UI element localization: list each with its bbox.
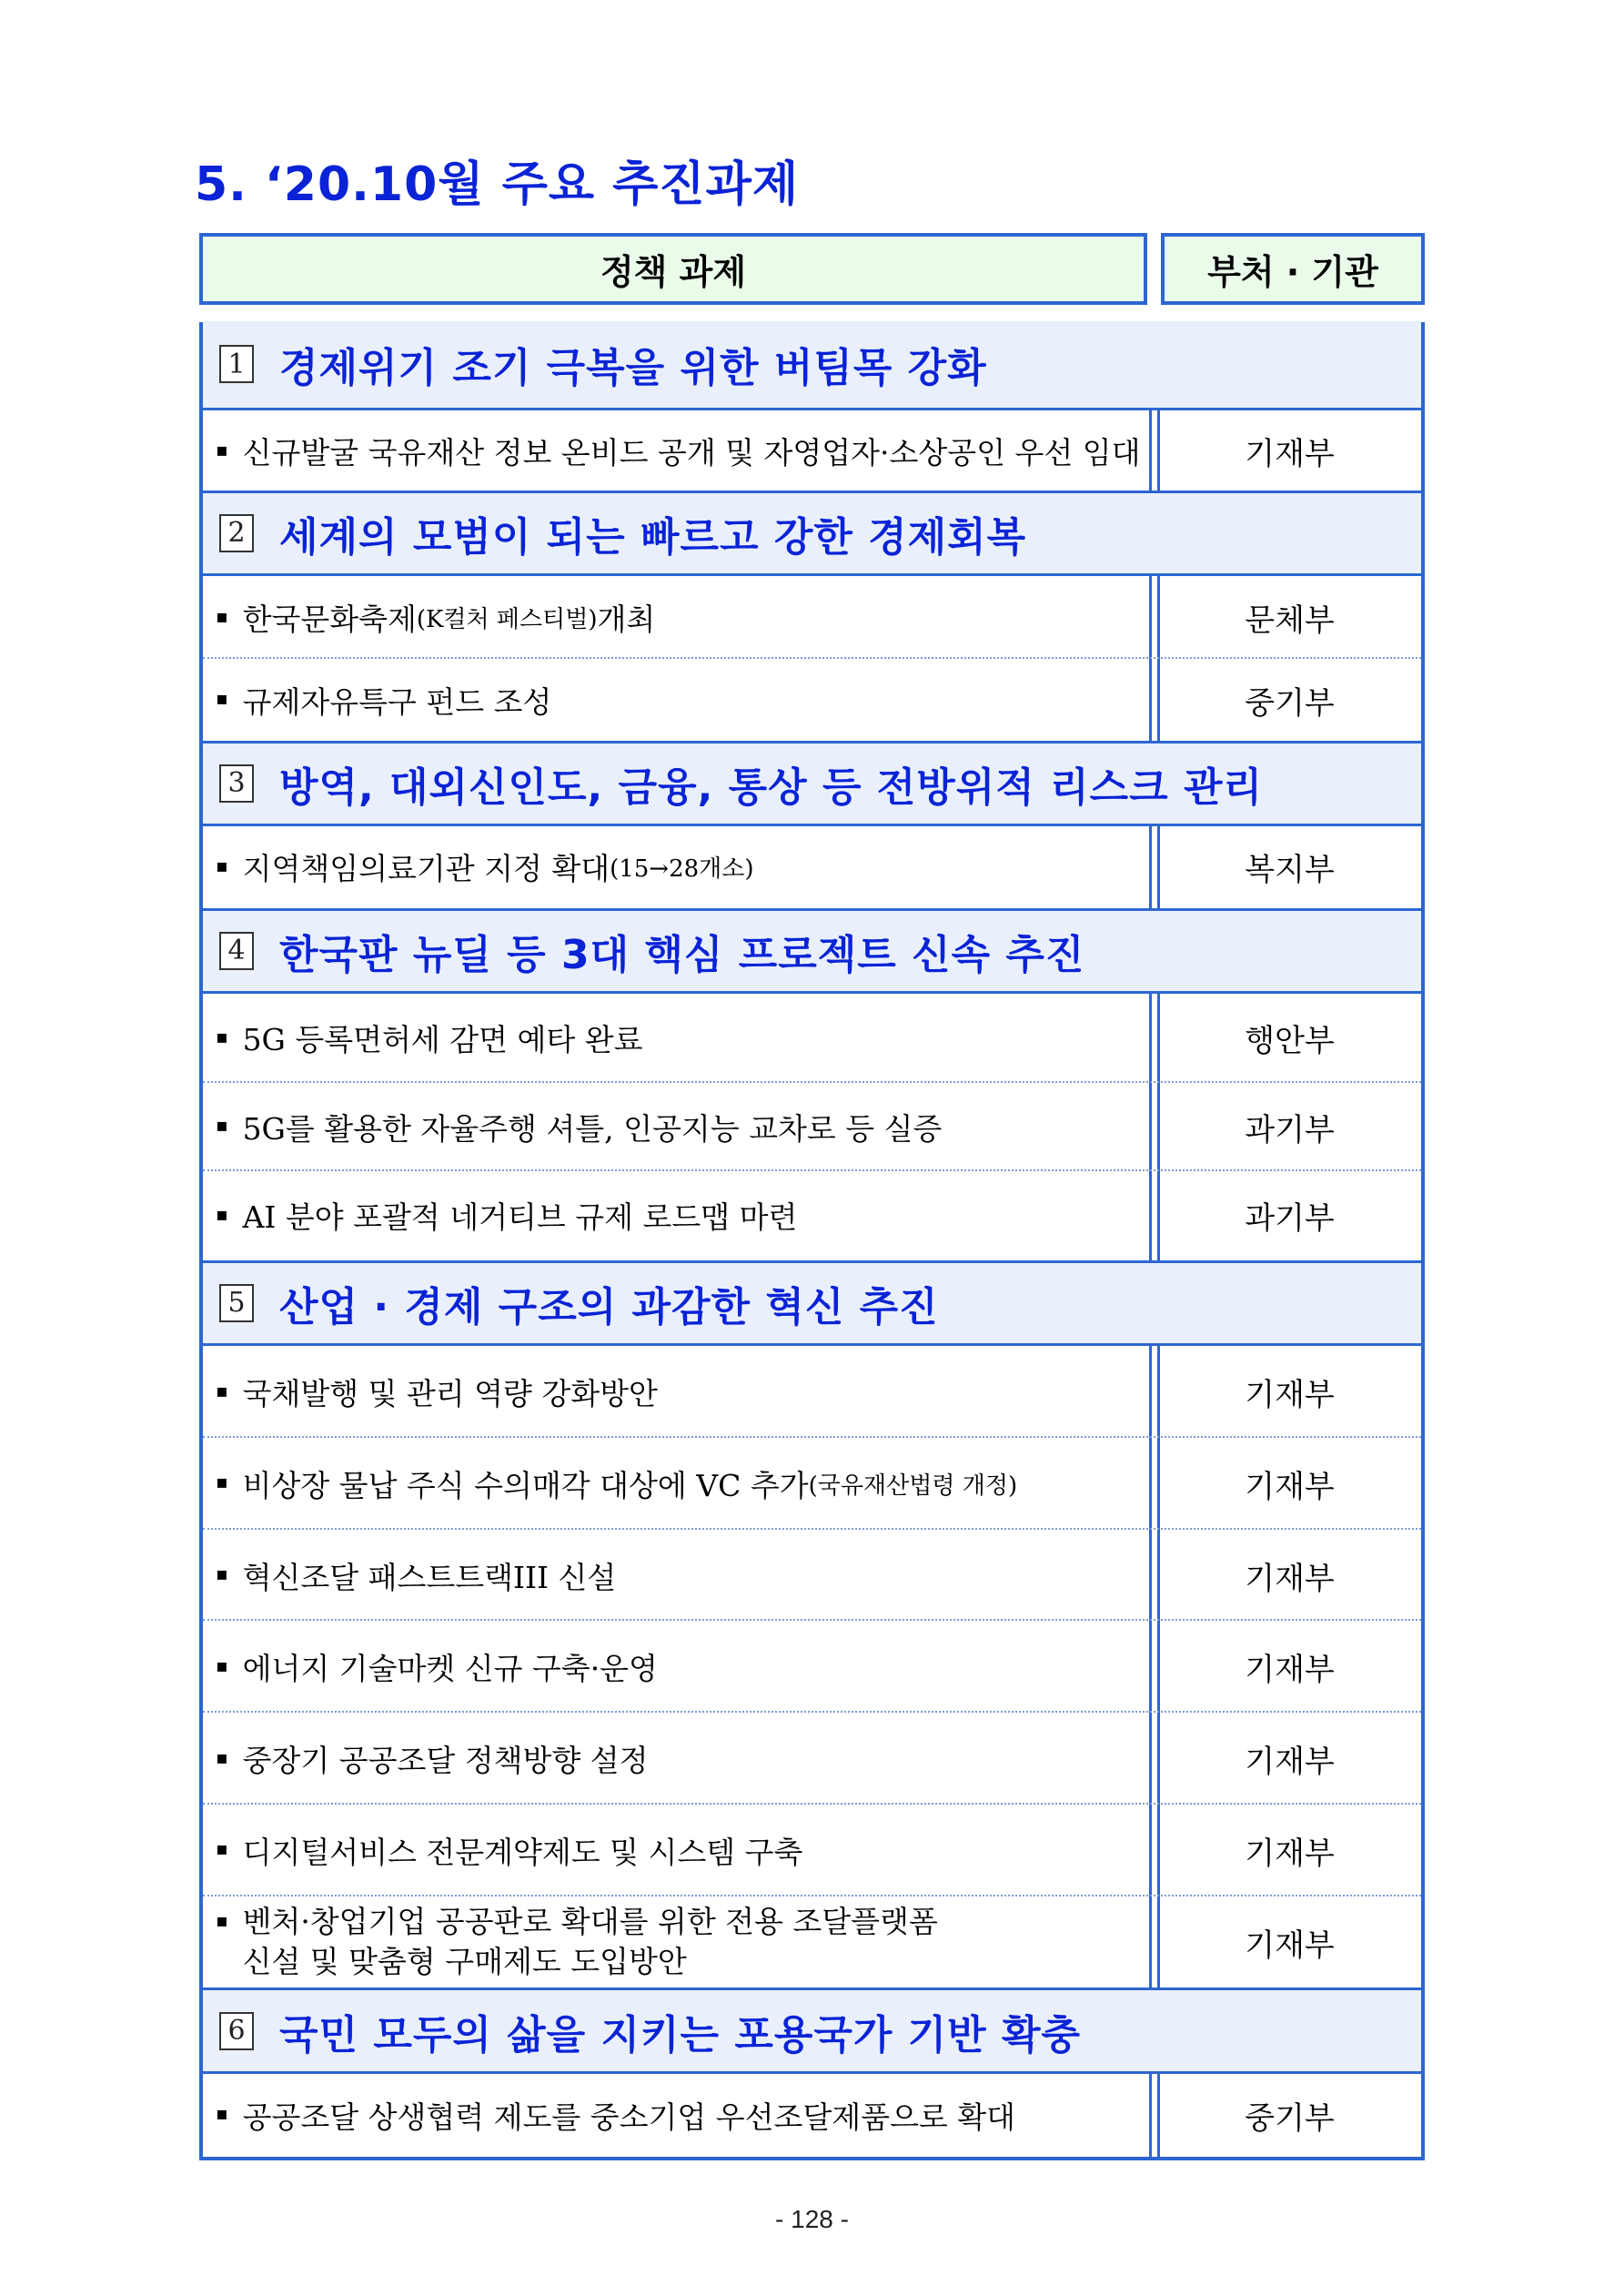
bullet-icon: ▪: [216, 854, 228, 876]
section-number: 3: [219, 764, 254, 803]
table-row: [203, 659, 1421, 741]
section-header: [203, 491, 1421, 576]
task-text: ▪ 중장기 공공조달 정책방향 설정: [216, 1743, 649, 1779]
table-row: [203, 1713, 1421, 1805]
table-row: [203, 1083, 1421, 1172]
bullet-icon: ▪: [216, 1025, 228, 1047]
bullet-icon: ▪: [216, 1837, 228, 1860]
bullet-icon: ▪: [216, 1202, 228, 1225]
header-task: 정책 과제: [199, 233, 1147, 305]
section-title: 경제위기 조기 극복을 위한 버팀목 강화: [279, 345, 987, 392]
bullet-icon: ▪: [216, 1563, 228, 1585]
task-text: ▪ 지역책임의료기관 지정 확대 (15→28개소): [216, 851, 754, 887]
org-cell: 기재부: [1245, 1927, 1335, 1964]
bullet-icon: ▪: [216, 604, 228, 627]
org-cell: 기재부: [1245, 1652, 1335, 1689]
org-cell: 중기부: [1245, 2099, 1335, 2137]
bullet-icon: ▪: [216, 1745, 228, 1768]
section-header: [203, 1988, 1421, 2073]
bullet-icon: ▪: [216, 1654, 228, 1676]
table-row: [203, 994, 1421, 1083]
table-row: [203, 826, 1421, 908]
task-text: ▪ 혁신조달 패스트트랙III 신설: [216, 1559, 617, 1595]
section-header: [203, 908, 1421, 994]
section-header: [203, 1260, 1421, 1346]
task-text: ▪ 신규발굴 국유재산 정보 온비드 공개 및 자영업자·소상공인 우선 임대: [216, 435, 1141, 471]
task-text: ▪ 비상장 물납 주식 수의매각 대상에 VC 추가 (국유재산법령 개정): [216, 1467, 1018, 1503]
section-header: [203, 321, 1421, 410]
section-title: 국민 모두의 삶을 지키는 포용국가 기반 확충: [279, 2011, 1081, 2058]
page-title: 5. ‘20.10월 주요 추진과제: [195, 157, 800, 212]
bullet-icon: ▪: [216, 687, 228, 710]
task-text: ▪ 공공조달 상생협력 제도를 중소기업 우선조달제품으로 확대: [216, 2099, 1015, 2135]
table-row: [203, 1896, 1421, 1988]
task-table: [199, 322, 1425, 2160]
org-cell: 과기부: [1245, 1200, 1335, 1238]
section-number: 2: [219, 514, 254, 552]
org-cell: 문체부: [1245, 602, 1335, 640]
page-number: - 128 -: [775, 2205, 849, 2233]
org-cell: 기재부: [1245, 1744, 1335, 1781]
org-cell: 기재부: [1245, 1377, 1335, 1414]
task-text: ▪ 디지털서비스 전문계약제도 및 시스템 구축: [216, 1834, 803, 1870]
table-row: [203, 1438, 1421, 1530]
task-text: ▪ AI 분야 포괄적 네거티브 규제 로드맵 마련: [216, 1199, 798, 1236]
task-text: ▪ 국채발행 및 관리 역량 강화방안: [216, 1376, 658, 1412]
task-text: ▪ 벤처·창업기업 공공판로 확대를 위한 전용 조달플랫폼 신설 및 맞춤형 구매제도 도입방안: [203, 1896, 1149, 1988]
table-row: [203, 1805, 1421, 1896]
org-cell: 과기부: [1245, 1111, 1335, 1148]
org-cell: 기재부: [1245, 436, 1335, 473]
table-row: [203, 1171, 1421, 1260]
table-row: [203, 576, 1421, 659]
table-row: [203, 1621, 1421, 1713]
bullet-icon: ▪: [216, 1379, 228, 1401]
section-title: 세계의 모범이 되는 빠르고 강한 경제회복: [279, 513, 1027, 561]
org-cell: 중기부: [1245, 684, 1335, 722]
bullet-icon: ▪: [216, 2102, 228, 2125]
section-header: [203, 741, 1421, 826]
task-text: ▪ 에너지 기술마켓 신규 구축·운영: [216, 1651, 658, 1687]
section-title: 산업 · 경제 구조의 과감한 혁신 추진: [279, 1283, 939, 1330]
bullet-icon: ▪: [216, 1471, 228, 1493]
table-row: [203, 1530, 1421, 1622]
task-text: ▪ 5G 등록면허세 감면 예타 완료: [216, 1022, 643, 1058]
bullet-icon: ▪: [216, 438, 228, 460]
bullet-icon: ▪: [216, 1908, 228, 1931]
task-text: ▪ 5G를 활용한 자율주행 셔틀, 인공지능 교차로 등 실증: [216, 1110, 943, 1147]
section-number: 5: [219, 1284, 254, 1322]
bullet-icon: ▪: [216, 1114, 228, 1137]
section-number: 1: [219, 345, 254, 383]
section-title: 한국판 뉴딜 등 3대 핵심 프로젝트 신속 추진: [279, 931, 1085, 978]
table-row: [203, 410, 1421, 492]
org-cell: 행안부: [1245, 1023, 1335, 1060]
section-number: 4: [219, 932, 254, 970]
org-cell: 기재부: [1245, 1468, 1335, 1505]
org-cell: 기재부: [1245, 1835, 1335, 1872]
task-text: ▪ 한국문화축제 (K컬처 페스티벌) 개최: [216, 602, 656, 638]
section-title: 방역, 대외신인도, 금융, 통상 등 전방위적 리스크 관리: [279, 764, 1263, 811]
section-number: 6: [219, 2012, 254, 2050]
org-cell: 복지부: [1245, 852, 1335, 889]
table-row: [203, 1346, 1421, 1438]
header-org: 부처 · 기관: [1161, 233, 1425, 305]
table-row: [203, 2074, 1421, 2157]
org-cell: 기재부: [1245, 1560, 1335, 1597]
task-text: ▪ 규제자유특구 펀드 조성: [216, 683, 552, 720]
